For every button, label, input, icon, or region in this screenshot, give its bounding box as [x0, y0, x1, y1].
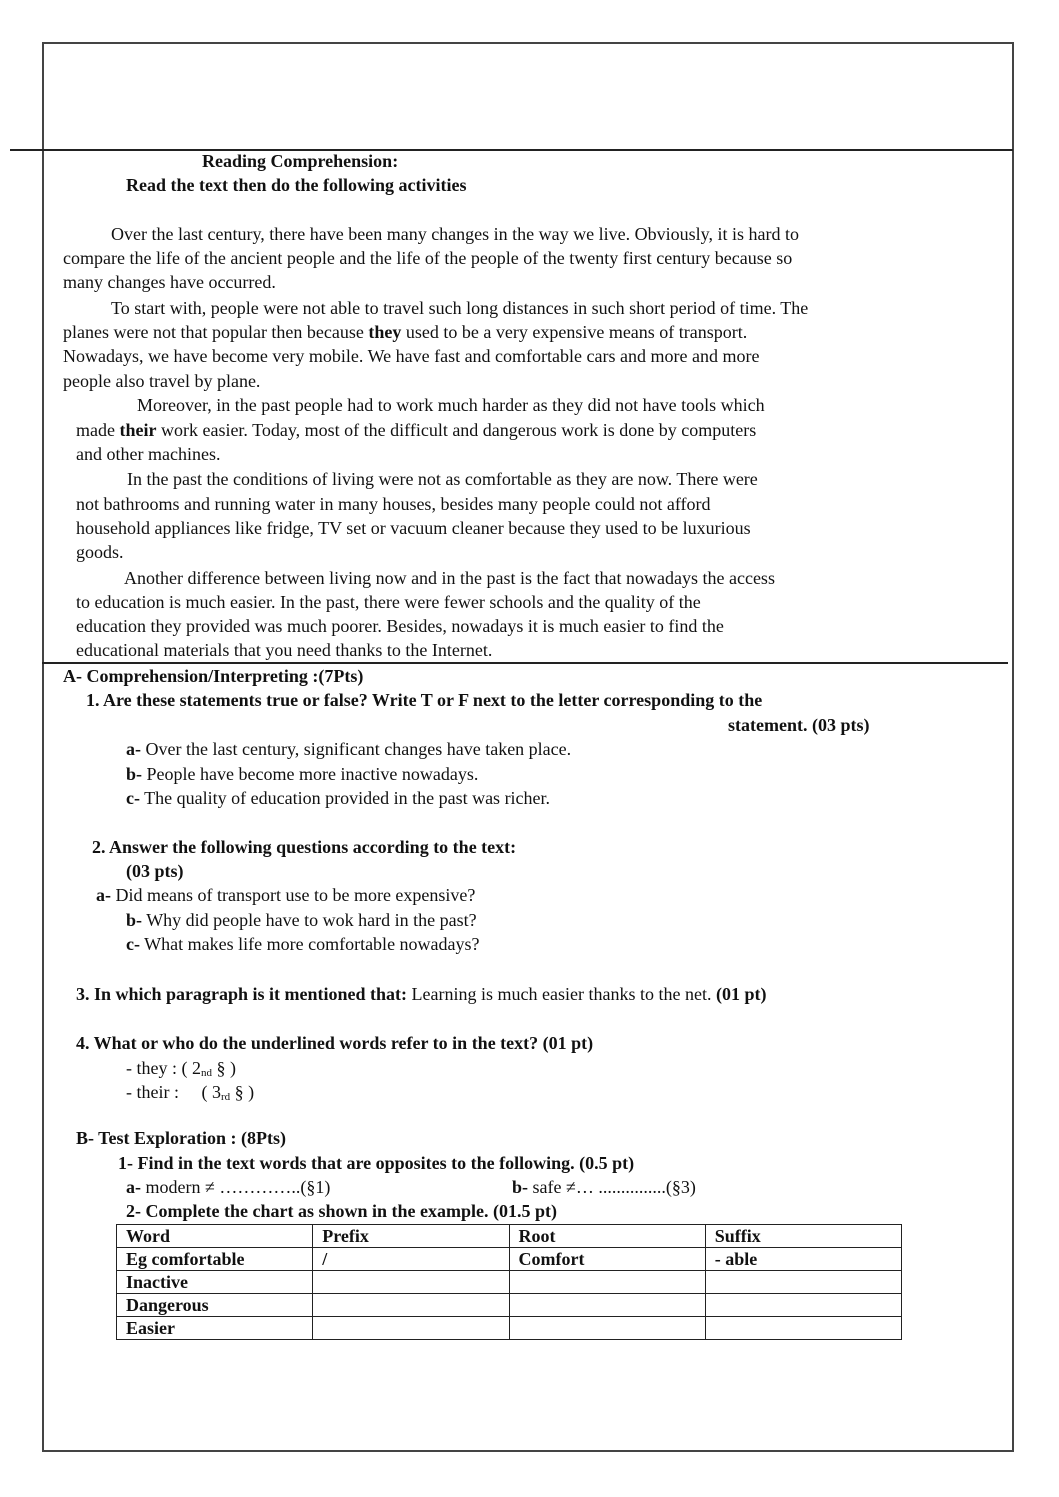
table-cell: /: [313, 1248, 509, 1271]
table-header: Word: [117, 1225, 313, 1248]
table-header: Suffix: [705, 1225, 901, 1248]
p4-line: household appliances like fridge, TV set or vacuum cleaner because they used to be luxurious: [76, 518, 751, 538]
table-row: [117, 1317, 902, 1340]
q4-ref: § ): [211, 1058, 236, 1078]
underlined-word-their: their: [119, 420, 157, 440]
table-cell-blank[interactable]: [313, 1317, 509, 1340]
item-label: c-: [126, 788, 140, 808]
q1-points: statement. (03 pts): [728, 715, 870, 735]
table-row: [117, 1294, 902, 1317]
b-q2-prompt: 2- Complete the chart as shown in the example. (01.5 pt): [126, 1201, 557, 1221]
page-title: Reading Comprehension:: [202, 151, 399, 171]
p3-line: [76, 418, 756, 442]
text-run: work easier. Today, most of the difficult and dangerous work is done by computers: [156, 420, 757, 440]
q2-item: [126, 932, 480, 956]
q4-word: - they : ( 2: [126, 1058, 201, 1078]
q3-statement: Learning is much easier thanks to the net.: [407, 984, 716, 1004]
item-label: a-: [126, 739, 141, 759]
text-run: planes were not that popular then because: [63, 322, 369, 342]
p5-line: Another difference between living now and in the past is the fact that nowadays the access: [124, 568, 775, 588]
text-run: made: [76, 420, 120, 440]
q4-ref: § ): [230, 1082, 255, 1102]
item-text: Why did people have to wok hard in the past?: [142, 910, 477, 930]
p1-line: Over the last century, there have been many changes in the way we live. Obviously, it is hard to: [111, 224, 799, 244]
table-cell-blank[interactable]: [509, 1271, 705, 1294]
p1-line: compare the life of the ancient people and the life of the people of the twenty first century because so: [63, 248, 793, 268]
q3-prompt: 3. In which paragraph is it mentioned that:: [76, 984, 408, 1004]
table-header: Prefix: [313, 1225, 509, 1248]
p5-line: to education is much easier. In the past, there were fewer schools and the quality of the: [76, 592, 701, 612]
item-text: Did means of transport use to be more expensive?: [111, 885, 476, 905]
p1-line: many changes have occurred.: [63, 272, 276, 292]
q3-points: (01 pt): [715, 984, 767, 1004]
item-label: b-: [126, 764, 143, 784]
item-label: c-: [126, 934, 140, 954]
ordinal-suffix: rd: [220, 1091, 231, 1103]
q2-item: [96, 883, 475, 907]
q1-item: [126, 737, 571, 761]
q4-prompt: 4. What or who do the underlined words refer to in the text? (01 pt): [76, 1033, 594, 1053]
word-formation-table: [116, 1224, 902, 1340]
table-row: [117, 1271, 902, 1294]
p3-line: Moreover, in the past people had to work much harder as they did not have tools which: [137, 395, 765, 415]
table-cell-blank[interactable]: [509, 1294, 705, 1317]
q1-item: [126, 786, 550, 810]
table-header: Root: [509, 1225, 705, 1248]
instruction: Read the text then do the following activities: [126, 175, 467, 195]
table-cell: Easier: [117, 1317, 313, 1340]
q1-item: [126, 762, 478, 786]
table-cell-blank[interactable]: [313, 1294, 509, 1317]
p4-line: not bathrooms and running water in many houses, besides many people could not afford: [76, 494, 711, 514]
q2-points: (03 pts): [126, 861, 184, 881]
b-q1-item-b: [512, 1175, 696, 1199]
table-cell-blank[interactable]: [705, 1294, 901, 1317]
p5-line: educational materials that you need thanks to the Internet.: [76, 640, 493, 660]
p3-line: and other machines.: [76, 444, 221, 464]
item-label: b-: [512, 1177, 529, 1197]
p2-line: [63, 320, 747, 344]
table-cell: Eg comfortable: [117, 1248, 313, 1271]
underlined-word-they: they: [368, 322, 402, 342]
q2-prompt: 2. Answer the following questions according to the text:: [92, 837, 517, 857]
q3: [76, 982, 766, 1006]
item-label: b-: [126, 910, 143, 930]
table-cell-blank[interactable]: [705, 1271, 901, 1294]
q1-prompt: 1. Are these statements true or false? Write T or F next to the letter corresponding to the: [86, 690, 763, 710]
section-a-title: A- Comprehension/Interpreting :(7Pts): [63, 666, 364, 686]
item-label: a-: [96, 885, 111, 905]
header-divider: [10, 149, 1013, 151]
b-q1-prompt: 1- Find in the text words that are opposites to the following. (0.5 pt): [118, 1153, 635, 1173]
section-b-title: B- Test Exploration : (8Pts): [76, 1128, 287, 1148]
table-cell: Comfort: [509, 1248, 705, 1271]
p2-line: To start with, people were not able to travel such long distances in such short period of time. The: [111, 298, 809, 318]
text-run: used to be a very expensive means of transport.: [401, 322, 748, 342]
p5-line: education they provided was much poorer. Besides, nowadays it is much easier to find the: [76, 616, 724, 636]
table-cell: Dangerous: [117, 1294, 313, 1317]
p2-line: people also travel by plane.: [63, 371, 261, 391]
table-cell: Inactive: [117, 1271, 313, 1294]
p4-line: goods.: [76, 542, 124, 562]
q4-item: [126, 1080, 254, 1107]
table-cell: - able: [705, 1248, 901, 1271]
item-label: a-: [126, 1177, 141, 1197]
table-cell-blank[interactable]: [509, 1317, 705, 1340]
item-text: The quality of education provided in the past was richer.: [139, 788, 551, 808]
p4-line: In the past the conditions of living were not as comfortable as they are now. There were: [127, 469, 758, 489]
table-cell-blank[interactable]: [313, 1271, 509, 1294]
item-text: Over the last century, significant changes have taken place.: [141, 739, 572, 759]
item-text: People have become more inactive nowadays.: [142, 764, 479, 784]
table-cell-blank[interactable]: [705, 1317, 901, 1340]
item-text: safe ≠… ...............(§3): [528, 1177, 696, 1197]
p2-line: Nowadays, we have become very mobile. We have fast and comfortable cars and more and more: [63, 346, 760, 366]
item-text: What makes life more comfortable nowadays?: [139, 934, 480, 954]
table-header-row: [117, 1225, 902, 1248]
q4-word: - their : ( 3: [126, 1082, 221, 1102]
item-text: modern ≠ …………..(§1): [141, 1177, 331, 1197]
table-row: [117, 1248, 902, 1271]
q2-item: [126, 908, 477, 932]
q4-item: [126, 1056, 236, 1083]
ordinal-suffix: nd: [200, 1067, 212, 1079]
b-q1-item-a: [126, 1175, 330, 1199]
